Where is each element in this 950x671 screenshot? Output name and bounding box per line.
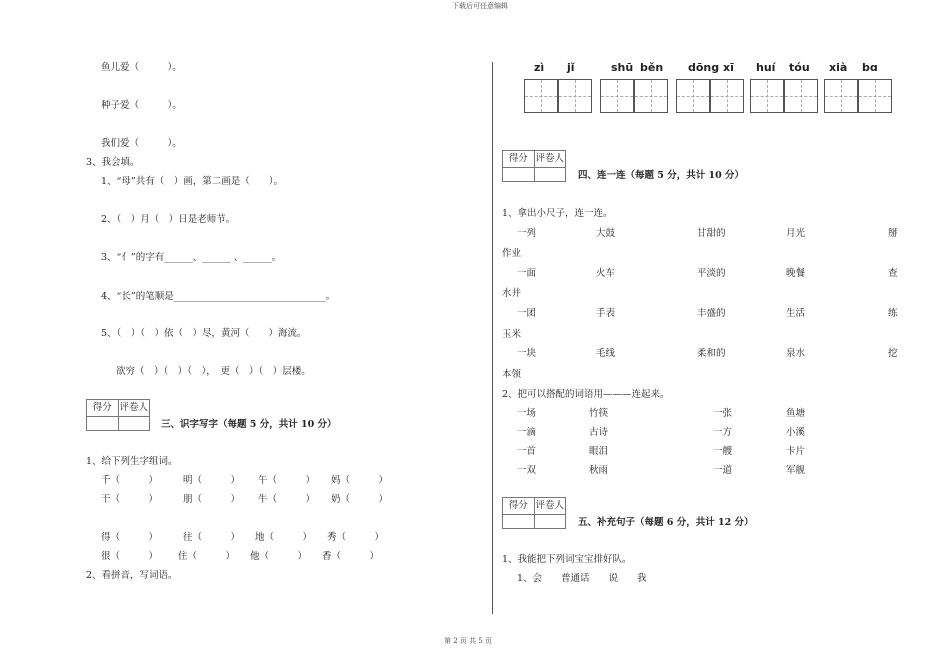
word-item: 他（ ） <box>250 551 308 562</box>
writing-grid-box[interactable] <box>750 79 784 113</box>
section-5-q1-line: 1、会 普通话 说 我 <box>517 573 647 584</box>
pinyin-syllable: tóu <box>789 61 810 74</box>
writing-grid-box[interactable] <box>824 79 858 113</box>
pair-item: 一首 <box>517 446 537 457</box>
word-item: 干（ ） <box>101 494 159 505</box>
writing-grid-box[interactable] <box>676 79 710 113</box>
section-3-title: 三、识字写字（每题 5 分，共计 10 分） <box>161 419 337 430</box>
section-5-title: 五、补充句子（每题 6 分，共计 12 分） <box>578 517 754 528</box>
match-item: 火车 <box>596 268 616 279</box>
pair-item: 一方 <box>713 427 733 438</box>
pinyin-syllable: bɑ <box>862 61 878 74</box>
section-4-q1: 1、拿出小尺子，连一连。 <box>502 208 613 219</box>
match-item: 查 <box>888 268 898 279</box>
pair-item: 军舰 <box>786 465 806 476</box>
word-item: 妈（ ） <box>331 475 389 486</box>
writing-grid-box[interactable] <box>524 79 558 113</box>
pinyin-syllable: běn <box>640 61 664 74</box>
section-4-title: 四、连一连（每题 5 分，共计 10 分） <box>578 170 745 181</box>
q3-item-4: 4、“长”的笔顺是________________________________。 <box>101 291 336 302</box>
match-item-wrap: 水井 <box>502 288 522 299</box>
pair-item: 一道 <box>713 465 733 476</box>
q3-item-3: 3、“亻”的字有______、______ 、______。 <box>101 252 282 263</box>
word-item: 很（ ） <box>101 551 159 562</box>
q3-item-1: 1、“母”共有（ ）画，第二画是（ ）。 <box>101 176 284 187</box>
pinyin-syllable: shū <box>611 61 634 74</box>
section-4-q2: 2、把可以搭配的词语用———连起来。 <box>502 389 670 400</box>
score-cell[interactable] <box>503 515 534 529</box>
header-note: 下载后可任意编辑 <box>452 2 508 10</box>
match-item: 练 <box>888 308 898 319</box>
pinyin-syllable: dōng <box>688 61 720 74</box>
page-footer: 第 2 页 共 5 页 <box>444 637 493 645</box>
word-item: 得（ ） <box>101 532 159 543</box>
pair-item: 古诗 <box>589 427 609 438</box>
word-item: 千（ ） <box>101 475 159 486</box>
reviewer-cell[interactable] <box>118 417 150 431</box>
word-item: 香（ ） <box>322 551 380 562</box>
pair-item: 卡片 <box>786 446 806 457</box>
match-item: 掰 <box>888 228 898 239</box>
score-label: 得分 <box>508 500 528 511</box>
match-item: 平淡的 <box>697 268 726 279</box>
match-item: 大鼓 <box>596 228 616 239</box>
writing-grid-box[interactable] <box>710 79 744 113</box>
match-item-wrap: 玉米 <box>502 329 522 340</box>
love-fill-3: 我们爱（ ）。 <box>101 138 182 149</box>
pair-item: 眼泪 <box>589 446 609 457</box>
word-item: 住（ ） <box>178 551 236 562</box>
match-item: 甘甜的 <box>697 228 726 239</box>
pair-item: 秋雨 <box>589 465 609 476</box>
reviewer-label: 评卷人 <box>534 498 566 514</box>
section-3-q2: 2、看拼音，写词语。 <box>86 570 178 581</box>
word-item: 明（ ） <box>183 475 241 486</box>
reviewer-label: 评卷人 <box>534 151 566 167</box>
q3-item-6: 欲穷（ ）（ ）（ ）， 更（ ）（ ）层楼。 <box>116 366 311 377</box>
pair-item: 小溪 <box>786 427 806 438</box>
pinyin-syllable: xī <box>723 61 734 74</box>
match-item: 生活 <box>786 308 806 319</box>
pair-item: 竹筷 <box>589 408 609 419</box>
score-box-section-5 <box>502 497 566 529</box>
column-divider <box>492 62 493 614</box>
score-cell[interactable] <box>503 168 534 182</box>
match-item: 一团 <box>517 308 537 319</box>
pair-item: 一双 <box>517 465 537 476</box>
question-3-title: 3、我会填。 <box>86 157 140 168</box>
word-item: 午（ ） <box>258 475 316 486</box>
pinyin-syllable: huí <box>756 61 776 74</box>
score-box-section-3 <box>86 399 150 431</box>
q3-item-5: 5、（ ）（ ）依（ ）尽，黄河（ ）海流。 <box>101 328 307 339</box>
pair-item: 一艘 <box>713 446 733 457</box>
word-item: 朋（ ） <box>183 494 241 505</box>
writing-grid-box[interactable] <box>634 79 668 113</box>
match-item: 一面 <box>517 268 537 279</box>
pair-item: 一滴 <box>517 427 537 438</box>
love-fill-1: 鱼儿爱（ ）。 <box>101 62 182 73</box>
match-item-wrap: 作业 <box>502 248 522 259</box>
reviewer-cell[interactable] <box>534 168 566 182</box>
match-item: 晚餐 <box>786 268 806 279</box>
match-item: 丰盛的 <box>697 308 726 319</box>
match-item: 挖 <box>888 348 898 359</box>
match-item: 一块 <box>517 348 537 359</box>
match-item: 毛线 <box>596 348 616 359</box>
match-item-wrap: 本领 <box>502 369 522 380</box>
section-3-q1: 1、给下列生字组词。 <box>86 456 178 467</box>
pair-item: 鱼塘 <box>786 408 806 419</box>
word-item: 往（ ） <box>183 532 241 543</box>
match-item: 柔和的 <box>697 348 726 359</box>
reviewer-cell[interactable] <box>534 515 566 529</box>
writing-grid-box[interactable] <box>600 79 634 113</box>
match-item: 手表 <box>596 308 616 319</box>
score-cell[interactable] <box>87 417 118 431</box>
section-5-q1: 1、我能把下列词宝宝排好队。 <box>502 554 632 565</box>
pair-item: 一张 <box>713 408 733 419</box>
score-label: 得分 <box>508 153 528 164</box>
q3-item-2: 2、（ ）月（ ）日是老师节。 <box>101 214 236 225</box>
score-box-section-4 <box>502 150 566 182</box>
pinyin-syllable: zì <box>534 61 545 74</box>
pair-item: 一场 <box>517 408 537 419</box>
pinyin-syllable: xià <box>829 61 848 74</box>
pinyin-syllable: jǐ <box>567 61 575 74</box>
score-label: 得分 <box>92 402 112 413</box>
reviewer-label: 评卷人 <box>118 400 150 416</box>
match-item: 泉水 <box>786 348 806 359</box>
word-item: 秀（ ） <box>327 532 385 543</box>
writing-grid-box[interactable] <box>558 79 592 113</box>
match-item: 一列 <box>517 228 537 239</box>
writing-grid-box[interactable] <box>858 79 892 113</box>
word-item: 地（ ） <box>255 532 313 543</box>
writing-grid-box[interactable] <box>784 79 818 113</box>
word-item: 牛（ ） <box>258 494 316 505</box>
match-item: 月光 <box>786 228 806 239</box>
love-fill-2: 种子爱（ ）。 <box>101 100 182 111</box>
word-item: 奶（ ） <box>331 494 389 505</box>
